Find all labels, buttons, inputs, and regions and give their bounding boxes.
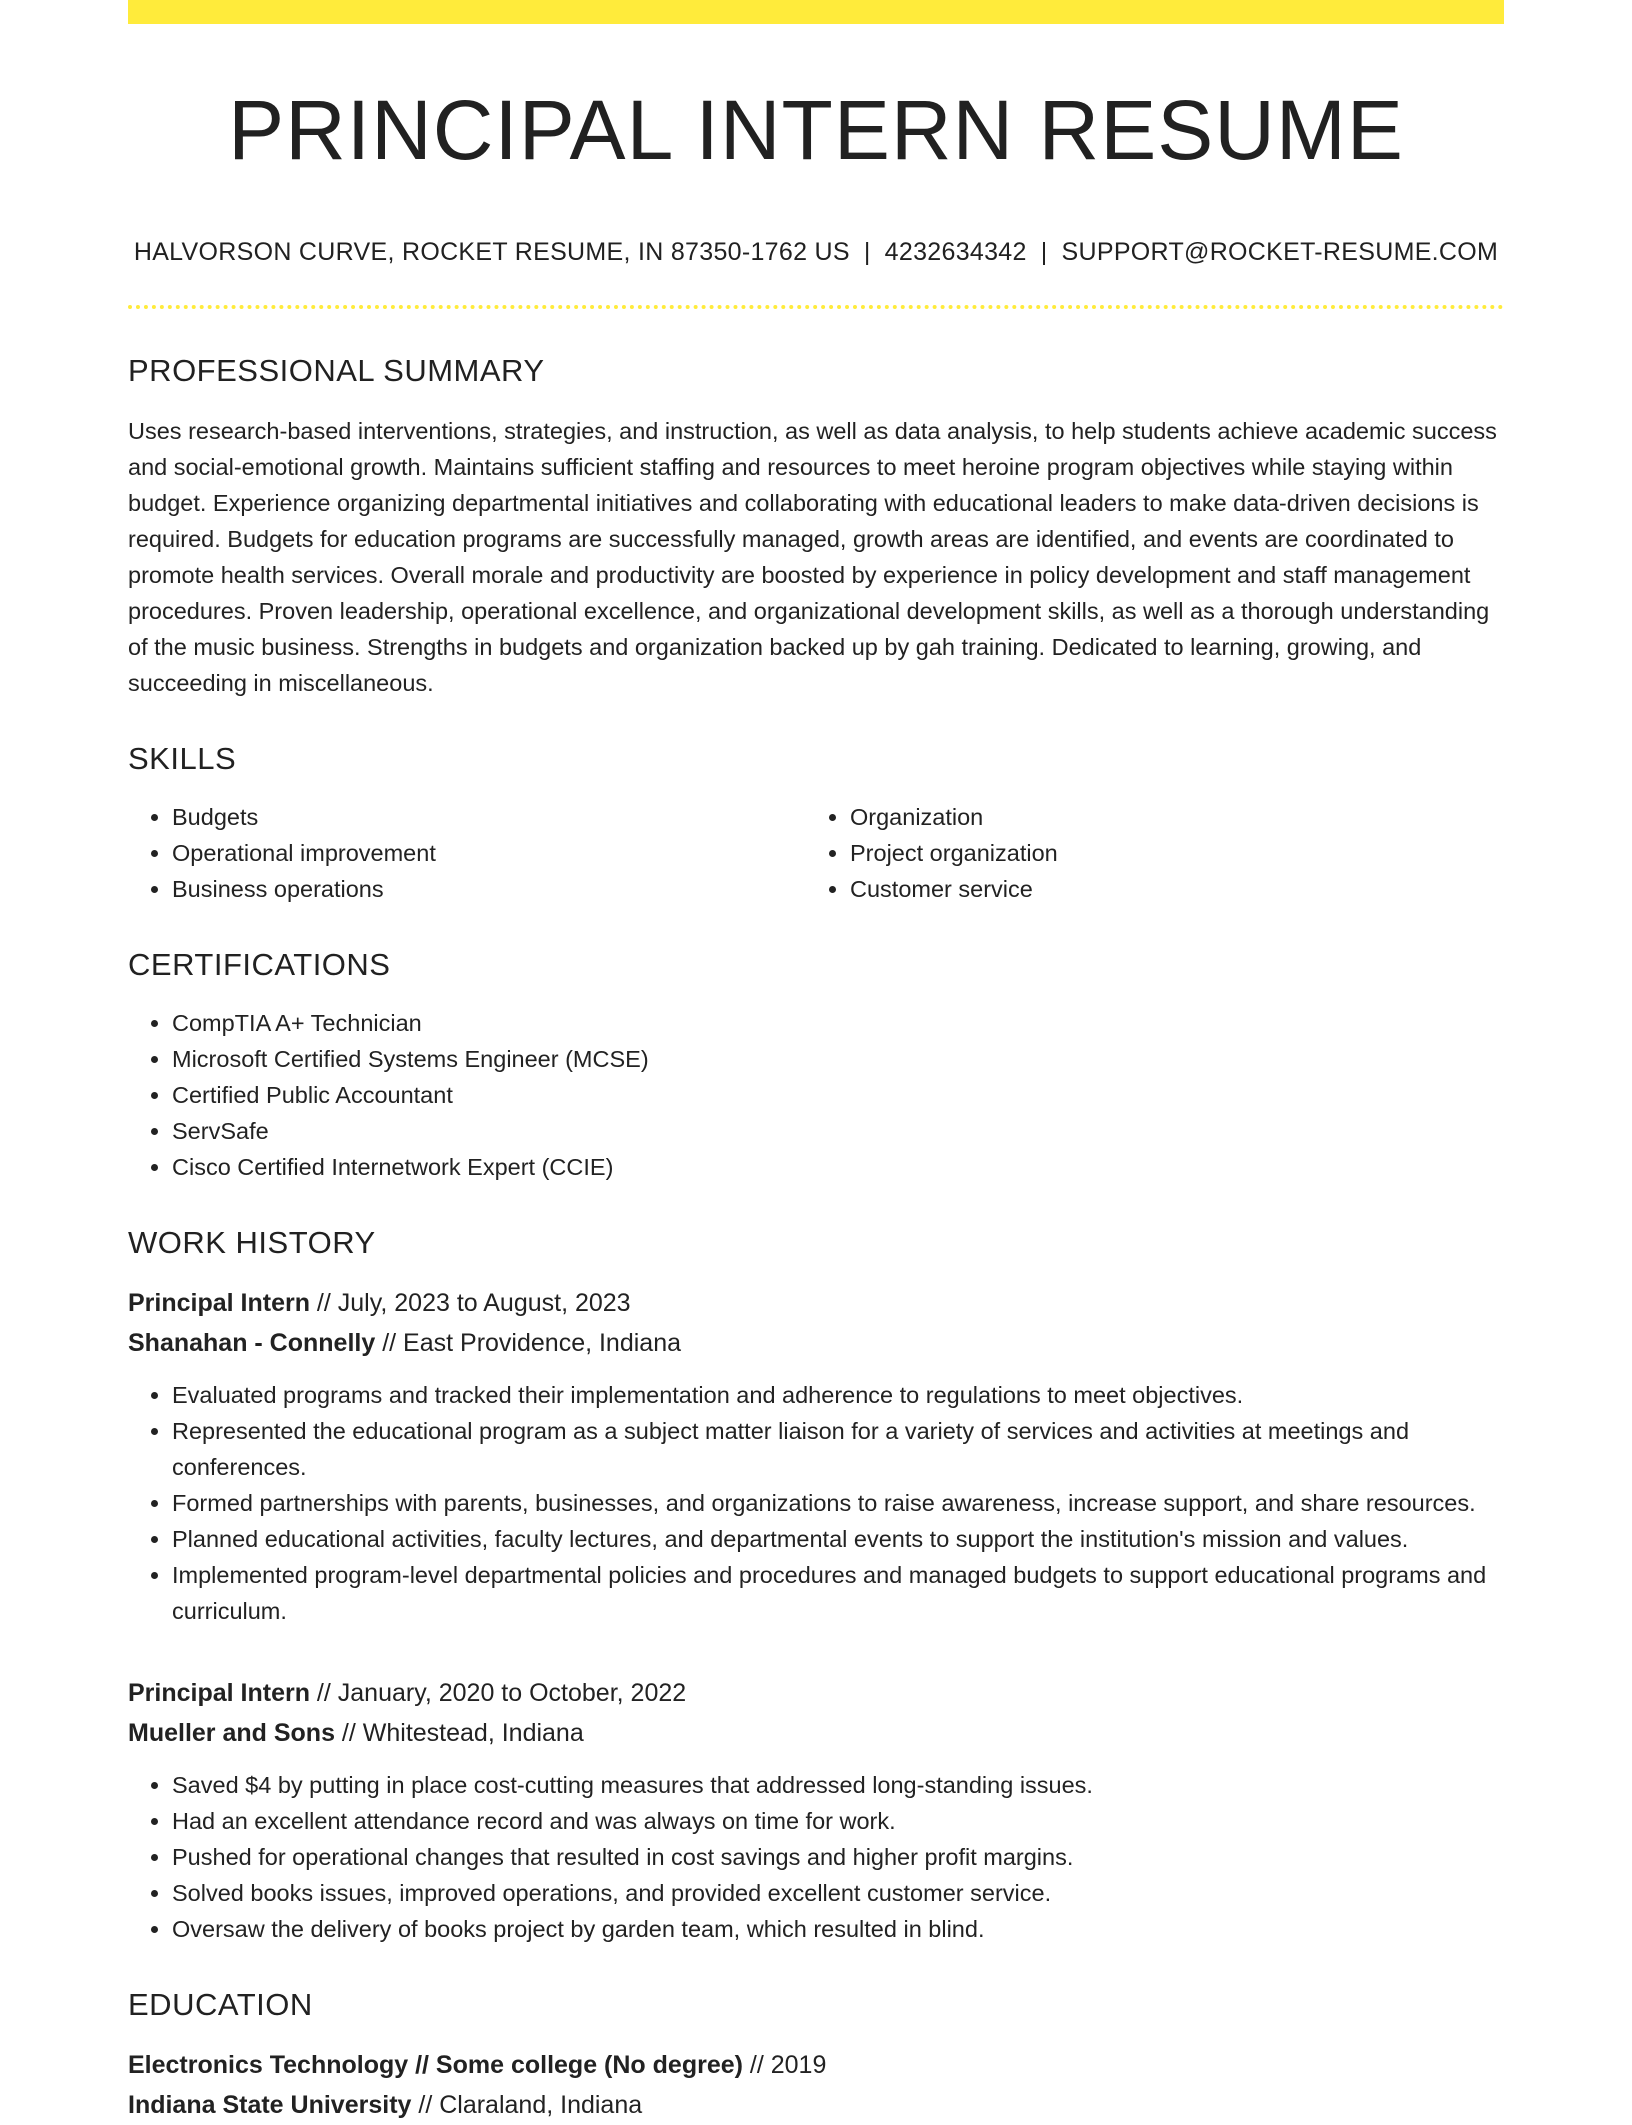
certification-item: • ServSafe xyxy=(172,1113,1504,1149)
skill-item: • Project organization xyxy=(850,835,1484,871)
education-school-line xyxy=(128,2085,1504,2125)
resume-page xyxy=(128,0,1504,2125)
job-title-line xyxy=(128,1673,1504,1713)
certification-item: • Cisco Certified Internetwork Expert (CCIE) xyxy=(172,1149,1504,1185)
job-bullets xyxy=(128,1767,1504,1947)
job-company: Shanahan - Connelly xyxy=(128,1329,376,1358)
job-company-line xyxy=(128,1323,1504,1363)
skill-item: • Budgets xyxy=(172,799,806,835)
education-section xyxy=(128,1987,1504,2125)
skills-grid xyxy=(128,799,1504,907)
contact-line xyxy=(128,238,1504,267)
job-dates: // July, 2023 to August, 2023 xyxy=(309,1289,631,1318)
job-title-line xyxy=(128,1283,1504,1323)
job-bullet: • Had an excellent attendance record and was always on time for work. xyxy=(172,1803,1504,1839)
page-title: PRINCIPAL INTERN RESUME xyxy=(228,83,1404,177)
summary-heading: PROFESSIONAL SUMMARY xyxy=(128,353,545,389)
skill-item: • Organization xyxy=(850,799,1484,835)
job-bullet: • Represented the educational program as a subject matter liaison for a variety of services and activities at meetings and conferences. xyxy=(172,1413,1504,1485)
education-heading: EDUCATION xyxy=(128,1987,313,2023)
summary-text: Uses research-based interventions, strategies, and instruction, as well as data analysis, to help students achieve academic success and social-emotional growth. Maintains sufficient staffing and resources to meet heroine program objectives while staying within budget. Experience organizing departmental initiatives and collaborating with educational leaders to make data-driven decisions is required. Budgets for education programs are successfully managed, growth areas are identified, and events are coordinated to promote health services. Overall morale and productivity are boosted by experience in policy development and staff management procedures. Proven leadership, operational excellence, and organizational development skills, as well as a thorough understanding of the music business. Strengths in budgets and organization backed up by gah training. Dedicated to learning, growing, and succeeding in miscellaneous. xyxy=(128,418,1497,697)
job-bullet: • Pushed for operational changes that resulted in cost savings and higher profit margins. xyxy=(172,1839,1504,1875)
education-degree-line xyxy=(128,2045,1504,2085)
job-location: // Whitestead, Indiana xyxy=(334,1719,584,1748)
certifications-list xyxy=(128,1005,1504,1185)
job-bullet: • Solved books issues, improved operations, and provided excellent customer service. xyxy=(172,1875,1504,1911)
education-year: // 2019 xyxy=(742,2051,827,2080)
job-location: // East Providence, Indiana xyxy=(375,1329,682,1358)
education-school: Indiana State University xyxy=(128,2091,412,2120)
contact-separator: | xyxy=(863,238,871,267)
job-bullet: • Saved $4 by putting in place cost-cutting measures that addressed long-standing issues. xyxy=(172,1767,1504,1803)
job-bullet: • Formed partnerships with parents, businesses, and organizations to raise awareness, increase support, and share resources. xyxy=(172,1485,1504,1521)
skills-heading: SKILLS xyxy=(128,741,237,777)
job-bullets xyxy=(128,1377,1504,1629)
contact-phone[interactable]: 4232634342 xyxy=(884,238,1027,267)
job-title: Principal Intern xyxy=(128,1679,310,1708)
education-entry xyxy=(128,2045,1504,2125)
contact-address: HALVORSON CURVE, ROCKET RESUME, IN 87350-1762 US xyxy=(133,238,850,267)
job-title: Principal Intern xyxy=(128,1289,310,1318)
job-entry xyxy=(128,1673,1504,1947)
job-dates: // January, 2020 to October, 2022 xyxy=(309,1679,687,1708)
skills-section xyxy=(128,741,1504,907)
job-bullet: • Implemented program-level departmental policies and procedures and managed budgets to support educational programs and curriculum. xyxy=(172,1557,1504,1629)
job-entry xyxy=(128,1283,1504,1629)
job-bullet: • Planned educational activities, faculty lectures, and departmental events to support the institution's mission and values. xyxy=(172,1521,1504,1557)
accent-top-bar xyxy=(128,0,1504,24)
work-history-heading: WORK HISTORY xyxy=(128,1225,376,1261)
skill-item: • Operational improvement xyxy=(172,835,806,871)
certifications-section xyxy=(128,947,1504,1185)
certification-item: • Certified Public Accountant xyxy=(172,1077,1504,1113)
skill-item: • Business operations xyxy=(172,871,806,907)
dotted-divider xyxy=(128,305,1504,309)
skills-list-right xyxy=(806,799,1484,907)
contact-separator: | xyxy=(1040,238,1048,267)
work-history-section xyxy=(128,1225,1504,1947)
job-company: Mueller and Sons xyxy=(128,1719,335,1748)
certification-item: • CompTIA A+ Technician xyxy=(172,1005,1504,1041)
certification-item: • Microsoft Certified Systems Engineer (MCSE) xyxy=(172,1041,1504,1077)
skills-list-left xyxy=(128,799,806,907)
education-location: // Claraland, Indiana xyxy=(411,2091,643,2120)
education-degree: Electronics Technology // Some college (No degree) xyxy=(128,2051,743,2080)
job-bullet: • Oversaw the delivery of books project by garden team, which resulted in blind. xyxy=(172,1911,1504,1947)
certifications-heading: CERTIFICATIONS xyxy=(128,947,391,983)
contact-email[interactable]: SUPPORT@ROCKET-RESUME.COM xyxy=(1061,238,1499,267)
skill-item: • Customer service xyxy=(850,871,1484,907)
job-company-line xyxy=(128,1713,1504,1753)
job-bullet: • Evaluated programs and tracked their implementation and adherence to regulations to meet objectives. xyxy=(172,1377,1504,1413)
